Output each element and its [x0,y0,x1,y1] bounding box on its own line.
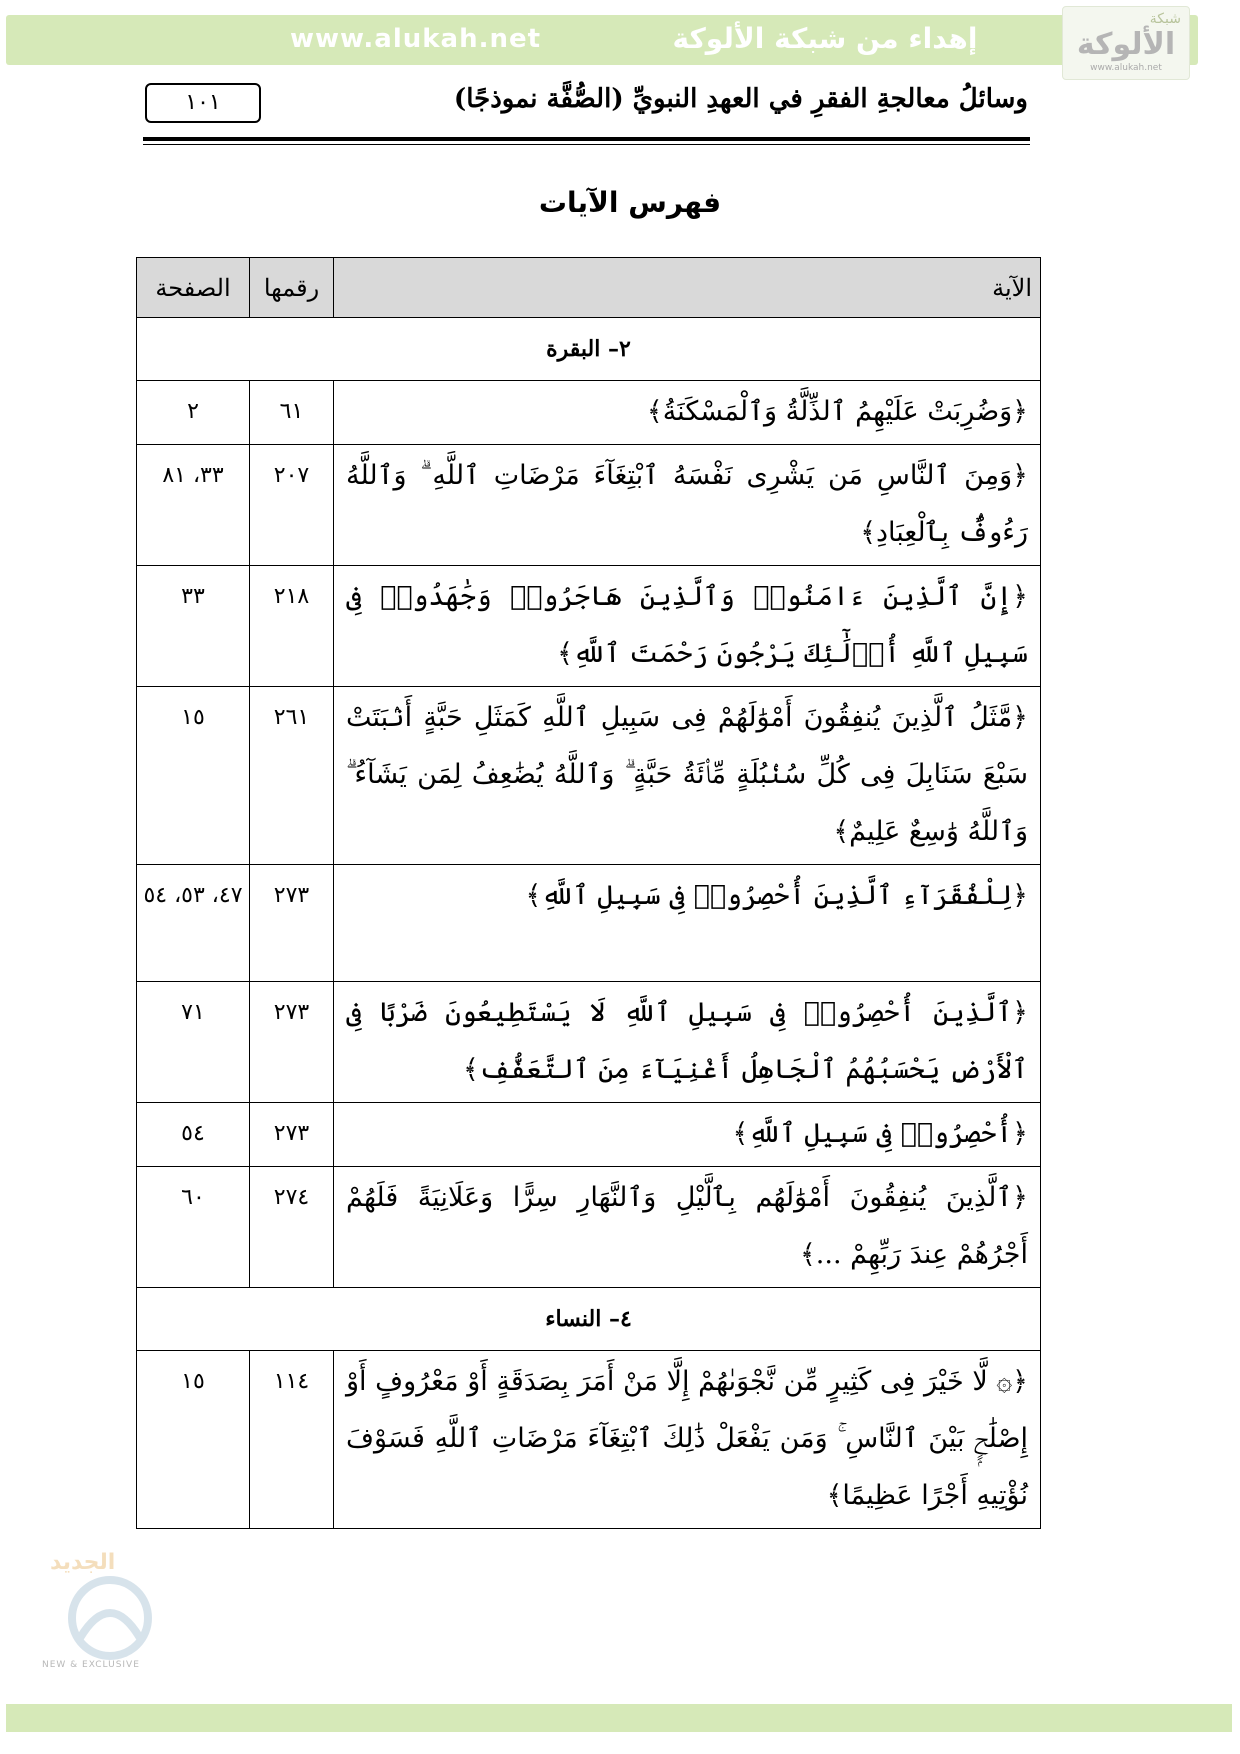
page-reference: ٣٣ [137,566,250,687]
logo-top-text: شبكة [1149,11,1181,27]
table-row [137,1103,1041,1167]
page-reference: ٥٤ [137,1103,250,1167]
verses-index-table [136,257,1041,1529]
page-number: ١٠١ [145,83,261,123]
banner-site-url: www.alukah.net [290,24,542,54]
stamp-subtitle: NEW & EXCLUSIVE [42,1660,140,1670]
header-rule-thick [143,137,1030,141]
page-reference: ١٥ [137,687,250,865]
table-row [137,687,1041,865]
top-banner [6,15,1198,65]
verse-number: ٦١ [250,381,334,445]
verse-text: ﴿۞ لَّا خَيْرَ فِى كَثِيرٍ مِّن نَّجْوَىٰهُمْ إِلَّا مَنْ أَمَرَ بِصَدَقَةٍ أَوْ مَعْرُوفٍ أَوْ إِصْلَٰحٍۭ بَيْنَ ٱلنَّاسِ ۚ وَمَن يَفْعَلْ ذَٰلِكَ ٱبْتِغَآءَ مَرْضَاتِ ٱللَّهِ فَسَوْفَ نُؤْتِيهِ أَجْرًا عَظِيمًا﴾ [334,1351,1041,1529]
table-row [137,381,1041,445]
page-reference: ٤٧، ٥٣، ٥٤ [137,865,250,982]
banner-gift-text: إهداء من شبكة الألوكة [672,22,978,55]
verse-text: ﴿وَمِنَ ٱلنَّاسِ مَن يَشْرِى نَفْسَهُ ٱبْتِغَآءَ مَرْضَاتِ ٱللَّهِ ۗ وَٱللَّهُ رَءُوفٌۢ بِٱلْعِبَادِ﴾ [334,445,1041,566]
table-header-row [137,258,1041,318]
header-aya: الآية [334,258,1041,318]
verse-number: ٢٧٤ [250,1167,334,1288]
logo-main-text: الألوكة [1076,27,1176,62]
verse-text: ﴿أُحْصِرُوا۟ فِى سَبِيلِ ٱللَّهِ﴾ [334,1103,1041,1167]
surah-row [137,318,1041,381]
bottom-banner [6,1704,1232,1732]
verse-text: ﴿مَّثَلُ ٱلَّذِينَ يُنفِقُونَ أَمْوَٰلَهُمْ فِى سَبِيلِ ٱللَّهِ كَمَثَلِ حَبَّةٍ أَنۢبَتَتْ سَبْعَ سَنَابِلَ فِى كُلِّ سُنۢبُلَةٍ مِّا۟ئَةُ حَبَّةٍ ۗ وَٱللَّهُ يُضَٰعِفُ لِمَن يَشَآءُ ۗ وَٱللَّهُ وَٰسِعٌ عَلِيمٌ﴾ [334,687,1041,865]
table-row [137,445,1041,566]
page-reference: ٧١ [137,982,250,1103]
logo-url-text: www.alukah.net [1090,63,1162,73]
verse-number: ١١٤ [250,1351,334,1529]
header-number: رقمها [250,258,334,318]
header-rule-thin [143,144,1030,145]
stamp-word: الجديد [50,1550,116,1575]
table-row [137,865,1041,982]
table-row [137,1167,1041,1288]
surah-title: ٢– البقرة [137,318,1041,381]
book-title: وسائلُ معالجةِ الفقرِ في العهدِ النبويِّ (الصُّفَّة نموذجًا) [453,84,1028,114]
verse-text: ﴿ٱلَّذِينَ أُحْصِرُوا۟ فِى سَبِيلِ ٱللَّهِ لَا يَسْتَطِيعُونَ ضَرْبًا فِى ٱلْأَرْضِ يَحْسَبُهُمُ ٱلْجَاهِلُ أَغْنِيَآءَ مِنَ ٱلتَّعَفُّفِ﴾ [334,982,1041,1103]
verse-text: ﴿ٱلَّذِينَ يُنفِقُونَ أَمْوَٰلَهُم بِٱلَّيْلِ وَٱلنَّهَارِ سِرًّا وَعَلَانِيَةً فَلَهُمْ أَجْرُهُمْ عِندَ رَبِّهِمْ ...﴾ [334,1167,1041,1288]
table-row [137,566,1041,687]
alukah-logo [1062,6,1190,80]
page-reference: ٢ [137,381,250,445]
verse-number: ٢٧٣ [250,1103,334,1167]
verse-number: ٢٦١ [250,687,334,865]
verse-text: ﴿إِنَّ ٱلَّذِينَ ءَامَنُوا۟ وَٱلَّذِينَ هَاجَرُوا۟ وَجَٰهَدُوا۟ فِى سَبِيلِ ٱللَّهِ أُو۟لَٰٓئِكَ يَرْجُونَ رَحْمَتَ ٱللَّهِ﴾ [334,566,1041,687]
page-reference: ٣٣، ٨١ [137,445,250,566]
verse-number: ٢٧٣ [250,982,334,1103]
verse-number: ٢١٨ [250,566,334,687]
page-reference: ١٥ [137,1351,250,1529]
index-title: فهرس الآيات [538,186,722,219]
verse-text: ﴿لِلْفُقَرَآءِ ٱلَّذِينَ أُحْصِرُوا۟ فِى سَبِيلِ ٱللَّهِ﴾ [334,865,1041,982]
verse-number: ٢٠٧ [250,445,334,566]
surah-title: ٤– النساء [137,1288,1041,1351]
table-row [137,1351,1041,1529]
page-reference: ٦٠ [137,1167,250,1288]
verse-text: ﴿وَضُرِبَتْ عَلَيْهِمُ ٱلذِّلَّةُ وَٱلْمَسْكَنَةُ﴾ [334,381,1041,445]
surah-row [137,1288,1041,1351]
verse-number: ٢٧٣ [250,865,334,982]
table-row [137,982,1041,1103]
header-page: الصفحة [137,258,250,318]
